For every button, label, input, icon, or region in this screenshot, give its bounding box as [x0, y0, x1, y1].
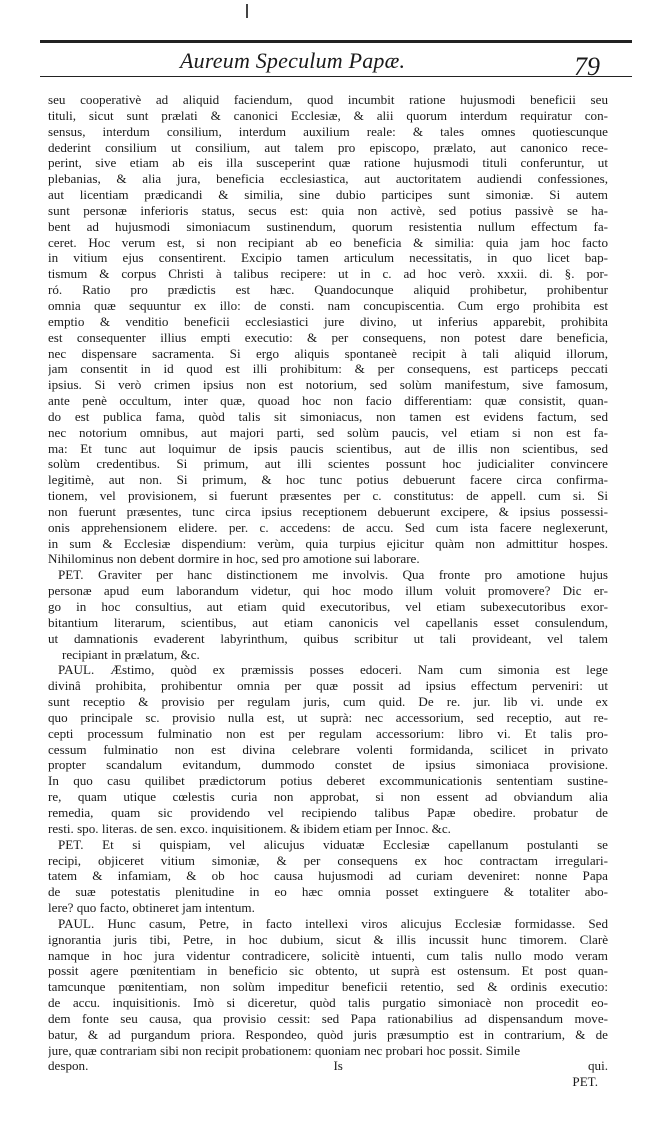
text-line: divinâ prohibita, prohibentur omnia per quæ possit ad ipsius effectum perveniri: ut: [48, 678, 608, 694]
page-header: [40, 38, 632, 82]
top-edge-mark: [246, 4, 248, 18]
text-line: legitimè, aut non. Si primum, & hoc tunc potius debuerunt facere circa confirma-: [48, 472, 608, 488]
text-line: In quo casu quilibet prædictorum potius deberet excommunicationis sententiam sustine-: [48, 773, 608, 789]
text-line: PET. Graviter per hanc distinctionem me involvis. Qua fronte pro amotione hujus: [58, 567, 608, 583]
text-line: quo principale sc. provisio nulla est, ut suprà: nec accessorium, sed receptio, aut re-: [48, 709, 608, 725]
text-line: tatem & infamiam, & ob hoc causa hujusmodi ad curiam deveniret: nonne Papa: [48, 868, 608, 884]
text-line: aut licentiam prædicandi & similia, sine dubio participes sunt simoniæ. Si autem: [48, 187, 608, 203]
text-line: do est publica fama, quòd talis sit simoniacus, non tamen est evidens factum, sed: [48, 408, 608, 424]
body-text: [48, 92, 608, 1090]
text-line: tionem, vel provisionem, si fuerunt præsentes per c. constitutus: de appell. cum si. Si: [48, 488, 608, 504]
text-line: nec notorium omnibus, aut majori parti, sed solùm paucis, vel etiam si non est fa-: [48, 424, 608, 440]
header-rule-top: [40, 40, 632, 43]
text-line: tismum & corpus Christi à talibus recipere: ut in c. ad hoc verò. xxxii. di. §. por-: [48, 266, 608, 282]
text-line: emptio & venditio beneficii ecclesiastici jure divino, ut inferius apparebit, prohibita: [48, 313, 608, 329]
text-line: batur, & ad purgandum priora. Respondeo, quòd juris præsumptio est in contrarium, & de: [48, 1026, 608, 1042]
text-line: ut damnationis evaderent labyrinthum, quibus scribitur ut tali provideant, vel talem: [48, 630, 608, 646]
text-line: plebanias, & alia jura, beneficia ecclesiastica, aut auctoritatem audiendi confessiones,: [48, 171, 608, 187]
text-line: dem fonte seu causa, qua provisio cessit: sed Papa rationabilius ad dispensandum move-: [48, 1010, 608, 1026]
text-line: ignorantia juris tibi, Petre, in hoc dubium, sicut & illis incussit hunc timorem. Clarè: [48, 931, 608, 947]
catchword: PET.: [572, 1074, 598, 1090]
text-line: sunt personæ inferioris status, secus est: quia non activè, sed potius passivè se ha-: [48, 202, 608, 218]
text-line: ró. Ratio pro prædictis est hæc. Quandocunque aliquid prohibetur, prohibentur: [48, 282, 608, 298]
text-line: solùm credentibus. Si primum, aut illi scientes possunt hoc judicialiter convincere: [48, 456, 608, 472]
text-line: de suæ potestatis plenitudine in eo hæc omnia posset extinguere & totaliter abo-: [48, 884, 608, 900]
text-line: personæ apud eum laborandum videtur, qui hoc modo illum voluit promovere? Dic er-: [48, 583, 608, 599]
header-rule-bottom: [40, 76, 632, 77]
text-line: tamcunque pœnitentiam, non solùm impeditur beneficii retentio, sed & ordinis executio:: [48, 979, 608, 995]
text-line: tituli, sicut sunt prælati & canonici Ecclesiæ, & alii quorum interdum requiratur con-: [48, 107, 608, 123]
text-line: namque in hoc jura videntur contradicere, solicitè intuenti, cum talis nullo modo veram: [48, 947, 608, 963]
text-line: lere? quo facto, obtineret jam intentum.: [48, 900, 255, 916]
text-line: remedia, quam sic providendo vel recipiendo talibus Papæ obedire. probatur de: [48, 804, 608, 820]
text-line: PAUL. Hunc casum, Petre, in facto intellexi viros alicujus Ecclesiæ formidasse. Sed: [58, 915, 608, 931]
text-line: in vitium ejus consentirent. Excipio tamen articulum necessitatis, in quo licet bap-: [48, 250, 608, 266]
text-line: nec dispensare sacramenta. Si ergo aliquis spontaneè recipit à tali aliquid illorum,: [48, 345, 608, 361]
text-line: de accu. inquisitionis. Imò si diceretur, quòd talis purgatio simoniacè non procedit eo-: [48, 995, 608, 1011]
text-line: propter scandalum evitandum, dummodo constet de ipsius simoniaca provisione.: [48, 757, 608, 773]
running-title: Aureum Speculum Papæ.: [180, 48, 406, 73]
text-line: ma: Et tunc aut loquimur de ipsis paucis scientibus, aut de illis non scientibus, sed: [48, 440, 608, 456]
text-line: seu cooperativè ad aliquid faciendum, quod incumbit ratione hujusmodi beneficii seu: [48, 92, 608, 107]
text-line: resti. spo. literas. de sen. exco. inquisitionem. & ibidem etiam per Innoc. &c.: [48, 820, 451, 836]
text-line: in sum & Ecclesiæ dispendium: verùm, quia turpius ejicitur quàm non admittitur hospes.: [48, 535, 608, 551]
text-line: bitantium literarum, scientibus, aut etiam canonicis vel capellanis esset consulendum,: [48, 614, 608, 630]
text-line: sensus, interdum consilium, interdum auxilium reale: & tales omnes quotiescunque: [48, 123, 608, 139]
text-line: non fuerunt præsentes, tunc circa ipsius receptionem debuerunt excipere, & ipsius possessi-: [48, 503, 608, 519]
text-line: recipi, objiceret vitium simoniæ, & per consequens ex hoc contractam irregulari-: [48, 852, 608, 868]
text-line: cessum fulminatio non est divina celebrare volenti formidanda, scilicet in privato: [48, 741, 608, 757]
page-number: 79: [574, 52, 600, 81]
text-line: onis apprehensionem elidere. per. c. accedens: de accu. Sed cum ista facere neglexerunt,: [48, 519, 608, 535]
text-line: cepti processum fulminatio non est per regulam accessorium: libro vi. Et talis pro-: [48, 725, 608, 741]
text-line: perint, sive etiam ab eis illa susceperint quæ ratione hujusmodi tituli conferuntur, ut: [48, 155, 608, 171]
text-line: dederint consilium ut consilium, aut talem pro episcopo, prælato, aut canonico rece-: [48, 139, 608, 155]
text-line: re, quam utique cœlestis curia non approbat, si non essent ad obviandum alia: [48, 789, 608, 805]
text-line: PET. Et si quispiam, vel alicujus viduatæ Ecclesiæ capellanum postulanti se: [58, 836, 608, 852]
text-line: jam consentit in id quod est illi prohibitum: & per consequens, est particeps peccati: [48, 361, 608, 377]
text-line: jure, quæ contrariam sibi non recipit probationem: quoniam nec probari hoc possit. Simile: [48, 1042, 521, 1058]
text-line: go in hoc consultius, aut etiam quid executoribus, vel etiam subexecutoribus exor-: [48, 599, 608, 614]
text-line: Nihilominus non debent dormire in hoc, sed pro amotione sui laborare.: [48, 551, 420, 567]
text-line: ante penè occultum, inter quæ, quoad hoc non facio differentiam: quæ consistit, quan-: [48, 393, 608, 409]
text-line: recipiant in prælatum, &c.: [62, 646, 200, 662]
text-line: ceret. Hoc verum est, si non recipiant ab eo beneficia & similia: quia jam hoc facto: [48, 234, 608, 250]
text-line: PAUL. Æstimo, quòd ex præmissis posses edoceri. Nam cum simonia est lege: [58, 662, 608, 678]
text-line: est consequenter illius empti executio: & per consequens, non potest dare beneficia,: [48, 329, 608, 345]
text-line: bent ad hujusmodi simoniacum sustinendum, quorum resistentia nullum effectum fa-: [48, 218, 608, 234]
text-line: sunt receptio & provisio per regulam juris, cum quid. De re. jur. lib vi. unde ex: [48, 694, 608, 710]
text-line: ipsius. Si verò crimen ipsius non est notorium, sed solùm manifestum, sive famosum,: [48, 377, 608, 393]
text-line: despon. Is qui.: [48, 1058, 608, 1074]
text-line: possit agere pœnitentiam in beneficio sic obtento, ut suprà est ostensum. Et post quan-: [48, 963, 608, 979]
text-line: omnia quæ sequuntur ex illo: de consti. nam concupiscentia. Cum ergo prohibita est: [48, 297, 608, 313]
